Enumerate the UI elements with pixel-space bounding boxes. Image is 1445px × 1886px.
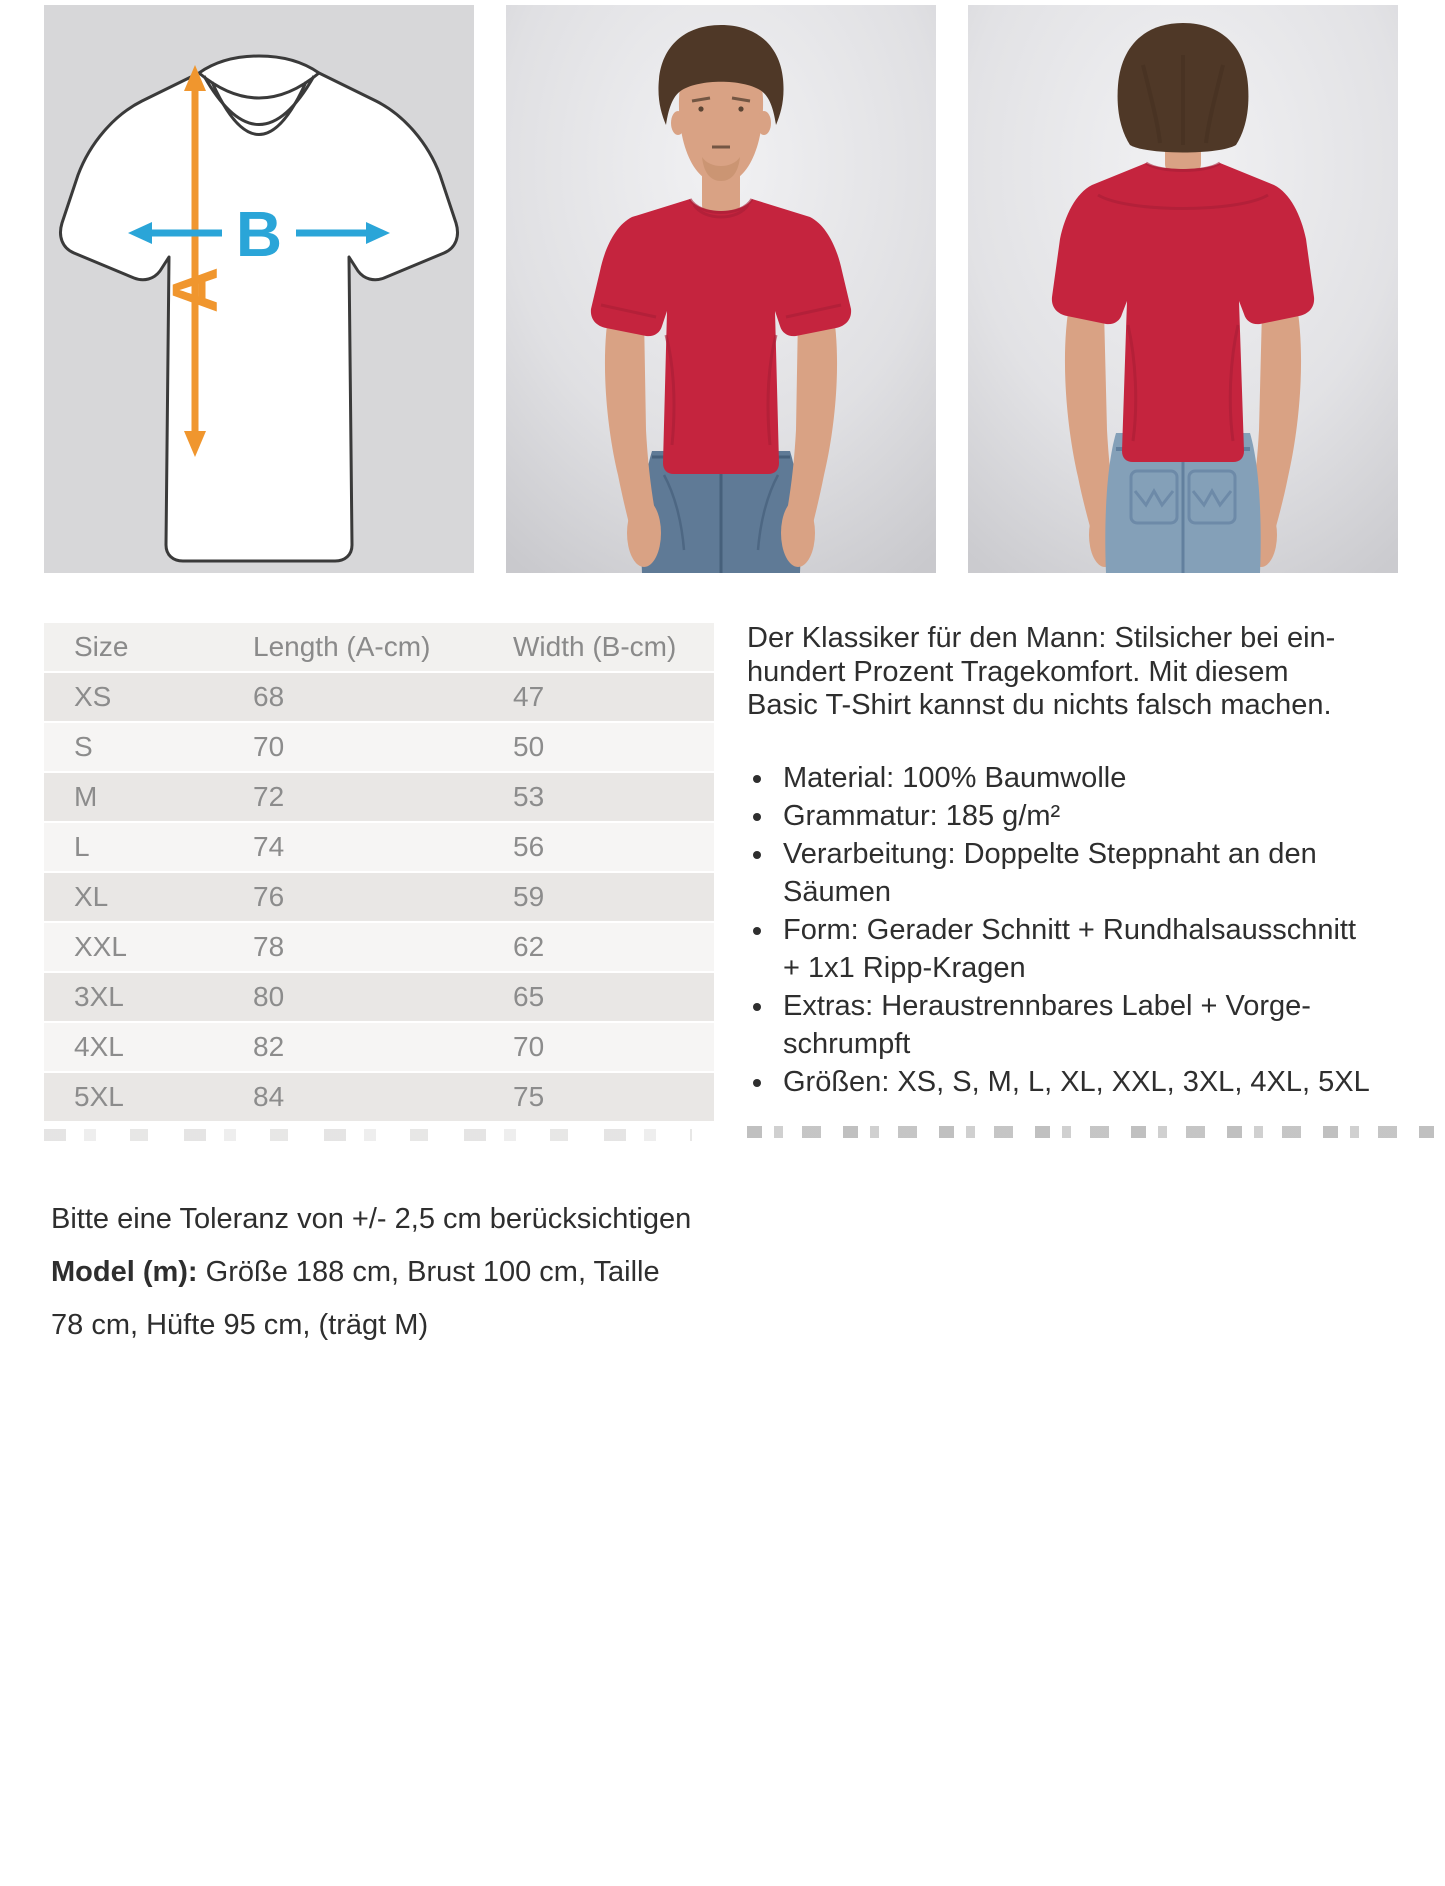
column-header-length: Length (A-cm) [253, 631, 431, 662]
bullet-dot-icon [753, 927, 761, 935]
bullet-dot-icon [753, 851, 761, 859]
cell-size: 4XL [74, 1031, 124, 1062]
table-row [44, 823, 714, 873]
table-row [44, 973, 714, 1023]
size-chart-header-row [44, 623, 714, 673]
model-info-line [51, 1246, 741, 1299]
feature-text: Grammatur: 185 g/m² [783, 799, 1061, 832]
table-row [44, 873, 714, 923]
feature-text: Säumen [783, 875, 892, 908]
table-row [44, 723, 714, 773]
feature-text: Verarbeitung: Doppelte Steppnaht an den [783, 837, 1317, 870]
cell-length: 76 [253, 881, 285, 912]
feature-text: + 1x1 Ripp-Kragen [783, 951, 1026, 984]
cell-width: 70 [513, 1031, 545, 1062]
feature-text: Form: Gerader Schnitt + Rundhalsausschnitt [783, 913, 1357, 946]
model-back-photo[interactable] [968, 5, 1398, 573]
list-item [747, 911, 1423, 987]
clipped-text-row [747, 1126, 1435, 1138]
tolerance-note: Bitte eine Toleranz von +/- 2,5 cm berücksichtigen [51, 1203, 692, 1235]
model-back-illustration [968, 5, 1398, 573]
bullet-dot-icon [753, 1079, 761, 1087]
size-chart-table [44, 623, 714, 1123]
measure-label-a: A [159, 266, 231, 314]
column-header-size: Size [74, 631, 129, 662]
table-row [44, 673, 714, 723]
cell-length: 84 [253, 1081, 285, 1112]
cell-size: S [74, 731, 93, 762]
feature-text: Extras: Heraustrennbares Label + Vorge- [783, 989, 1311, 1022]
cell-length: 82 [253, 1031, 285, 1062]
product-description [747, 622, 1423, 1101]
list-item [747, 1063, 1423, 1101]
cell-width: 65 [513, 981, 545, 1012]
description-intro [747, 622, 1423, 723]
cell-length: 68 [253, 681, 285, 712]
cell-width: 56 [513, 831, 545, 862]
model-info-line2: 78 cm, Hüfte 95 cm, (trägt M) [51, 1309, 429, 1341]
cell-length: 70 [253, 731, 285, 762]
cell-width: 47 [513, 681, 545, 712]
intro-line: Basic T-Shirt kannst du nichts falsch machen. [747, 689, 1332, 721]
list-item [747, 759, 1423, 797]
cell-length: 80 [253, 981, 285, 1012]
list-item [747, 797, 1423, 835]
model-label: Model (m): [51, 1256, 198, 1288]
model-front-photo[interactable] [506, 5, 936, 573]
bullet-dot-icon [753, 813, 761, 821]
feature-text: Größen: XS, S, M, L, XL, XXL, 3XL, 4XL, 5XL [783, 1065, 1370, 1098]
table-row [44, 923, 714, 973]
cell-width: 50 [513, 731, 545, 762]
cell-size: XL [74, 881, 109, 912]
cell-size: M [74, 781, 98, 812]
tshirt-measurement-diagram [44, 5, 474, 573]
cell-size: 3XL [74, 981, 124, 1012]
back-hair [1118, 23, 1249, 153]
cell-size: XS [74, 681, 112, 712]
measurement-notes [51, 1193, 741, 1352]
clipped-table-row [44, 1129, 692, 1141]
cell-length: 72 [253, 781, 285, 812]
bullet-dot-icon [753, 775, 761, 783]
cell-length: 78 [253, 931, 285, 962]
table-row [44, 773, 714, 823]
column-header-width: Width (B-cm) [513, 631, 677, 662]
list-item [747, 835, 1423, 911]
measure-label-b: B [235, 198, 283, 270]
cell-width: 59 [513, 881, 545, 912]
table-row [44, 1073, 714, 1123]
size-diagram-image[interactable] [44, 5, 474, 573]
cell-length: 74 [253, 831, 285, 862]
cell-size: 5XL [74, 1081, 124, 1112]
model-front-illustration [506, 5, 936, 573]
intro-line: hundert Prozent Tragekomfort. Mit diesem [747, 655, 1289, 688]
table-row [44, 1023, 714, 1073]
bullet-dot-icon [753, 1003, 761, 1011]
model-details: Größe 188 cm, Brust 100 cm, Taille [197, 1256, 660, 1288]
feature-list [747, 759, 1423, 1101]
list-item [747, 987, 1423, 1063]
cell-width: 62 [513, 931, 545, 962]
cell-size: L [74, 831, 90, 862]
cell-width: 53 [513, 781, 545, 812]
cell-size: XXL [74, 931, 127, 962]
cell-width: 75 [513, 1081, 545, 1112]
intro-line: Der Klassiker für den Mann: Stilsicher bei ein- [747, 622, 1336, 654]
feature-text: Material: 100% Baumwolle [783, 761, 1127, 794]
feature-text: schrumpft [783, 1027, 911, 1060]
